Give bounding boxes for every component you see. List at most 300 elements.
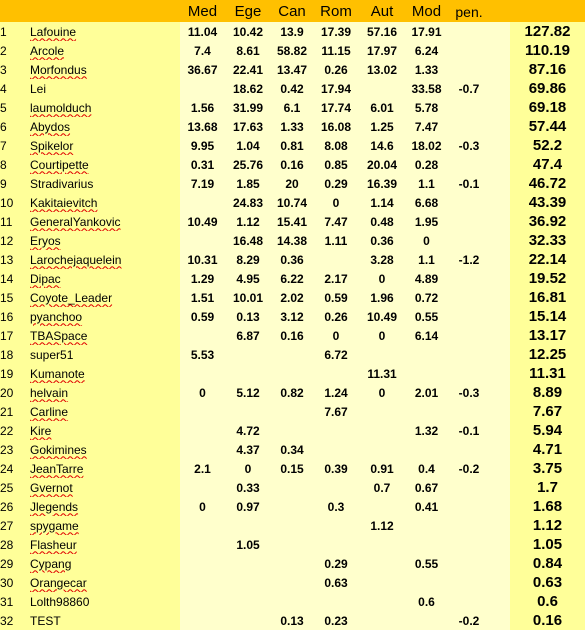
total-score-cell: 127.82 <box>510 22 585 41</box>
rank-cell: 17 <box>0 326 30 345</box>
aut-score-cell: 13.02 <box>359 60 405 79</box>
player-name: Flasheur <box>30 537 77 552</box>
rank-cell: 10 <box>0 193 30 212</box>
table-row <box>0 383 585 402</box>
med-score-cell: 2.1 <box>180 459 225 478</box>
header-blank-rank <box>0 0 30 22</box>
player-name: Carline <box>30 404 69 419</box>
table-row <box>0 269 585 288</box>
mod-score-cell: 1.32 <box>405 421 448 440</box>
rom-score-cell <box>313 592 359 611</box>
aut-score-cell: 17.97 <box>359 41 405 60</box>
table-row <box>0 231 585 250</box>
total-score-cell: 0.6 <box>510 592 585 611</box>
player-name: Coyote_Leader <box>30 290 113 305</box>
player-name-cell <box>30 250 180 269</box>
table-row <box>0 79 585 98</box>
rank-cell: 13 <box>0 250 30 269</box>
rom-score-cell: 0.39 <box>313 459 359 478</box>
rank-cell: 21 <box>0 402 30 421</box>
rank-cell: 12 <box>0 231 30 250</box>
rom-score-cell: 16.08 <box>313 117 359 136</box>
player-name: Kumanote <box>30 366 85 381</box>
penalty-cell <box>448 497 490 516</box>
spacer-cell <box>490 307 510 326</box>
player-name-cell <box>30 421 180 440</box>
player-name: spygame <box>30 518 79 533</box>
total-score-cell: 110.19 <box>510 41 585 60</box>
table-row <box>0 497 585 516</box>
rom-score-cell: 0.29 <box>313 554 359 573</box>
can-score-cell <box>271 345 313 364</box>
ege-score-cell: 4.95 <box>225 269 271 288</box>
aut-score-cell: 1.25 <box>359 117 405 136</box>
player-name-cell <box>30 402 180 421</box>
spacer-cell <box>490 478 510 497</box>
total-score-cell: 69.18 <box>510 98 585 117</box>
aut-score-cell <box>359 497 405 516</box>
med-score-cell: 10.31 <box>180 250 225 269</box>
spacer-cell <box>490 326 510 345</box>
table-row <box>0 212 585 231</box>
med-score-cell <box>180 326 225 345</box>
aut-score-cell <box>359 345 405 364</box>
player-name-cell <box>30 535 180 554</box>
rank-cell: 8 <box>0 155 30 174</box>
spacer-cell <box>490 98 510 117</box>
med-score-cell <box>180 554 225 573</box>
player-name: helvain <box>30 385 69 400</box>
med-score-cell: 0.31 <box>180 155 225 174</box>
can-score-cell <box>271 535 313 554</box>
penalty-cell <box>448 60 490 79</box>
total-score-cell: 0.84 <box>510 554 585 573</box>
rank-cell: 30 <box>0 573 30 592</box>
rank-cell: 28 <box>0 535 30 554</box>
rank-cell: 23 <box>0 440 30 459</box>
mod-score-cell: 0.72 <box>405 288 448 307</box>
total-score-cell: 19.52 <box>510 269 585 288</box>
table-row <box>0 554 585 573</box>
mod-score-cell: 17.91 <box>405 22 448 41</box>
aut-score-cell <box>359 535 405 554</box>
aut-score-cell: 20.04 <box>359 155 405 174</box>
mod-score-cell: 0.41 <box>405 497 448 516</box>
rom-score-cell <box>313 421 359 440</box>
aut-score-cell: 16.39 <box>359 174 405 193</box>
table-row <box>0 402 585 421</box>
table-row <box>0 611 585 630</box>
med-score-cell: 0 <box>180 383 225 402</box>
spacer-cell <box>490 250 510 269</box>
penalty-cell <box>448 440 490 459</box>
med-score-cell <box>180 79 225 98</box>
penalty-cell <box>448 573 490 592</box>
table-row <box>0 326 585 345</box>
rank-cell: 19 <box>0 364 30 383</box>
mod-score-cell: 0.28 <box>405 155 448 174</box>
rank-cell: 14 <box>0 269 30 288</box>
rank-cell: 7 <box>0 136 30 155</box>
can-score-cell: 13.9 <box>271 22 313 41</box>
header-blank-total <box>510 0 585 22</box>
med-score-cell <box>180 478 225 497</box>
total-score-cell: 1.05 <box>510 535 585 554</box>
mod-score-cell: 1.1 <box>405 250 448 269</box>
ege-score-cell <box>225 364 271 383</box>
rom-score-cell: 0.85 <box>313 155 359 174</box>
player-name: Courtipette <box>30 157 89 172</box>
can-score-cell: 6.1 <box>271 98 313 117</box>
penalty-cell <box>448 117 490 136</box>
total-score-cell: 52.2 <box>510 136 585 155</box>
ege-score-cell <box>225 402 271 421</box>
can-score-cell <box>271 592 313 611</box>
rank-cell: 25 <box>0 478 30 497</box>
total-score-cell: 1.12 <box>510 516 585 535</box>
header-aut: Aut <box>370 3 394 20</box>
aut-score-cell <box>359 573 405 592</box>
mod-score-cell: 0.67 <box>405 478 448 497</box>
table-row <box>0 516 585 535</box>
table-row <box>0 193 585 212</box>
player-name-cell <box>30 364 180 383</box>
can-score-cell: 2.02 <box>271 288 313 307</box>
med-score-cell: 0.59 <box>180 307 225 326</box>
rank-cell: 2 <box>0 41 30 60</box>
player-name: Cypang <box>30 556 72 571</box>
med-score-cell <box>180 421 225 440</box>
rom-score-cell: 0.59 <box>313 288 359 307</box>
can-score-cell: 0.34 <box>271 440 313 459</box>
player-name-cell <box>30 60 180 79</box>
med-score-cell: 11.04 <box>180 22 225 41</box>
total-score-cell: 5.94 <box>510 421 585 440</box>
spacer-cell <box>490 117 510 136</box>
table-row <box>0 98 585 117</box>
player-name-cell <box>30 573 180 592</box>
can-score-cell: 13.47 <box>271 60 313 79</box>
total-score-cell: 13.17 <box>510 326 585 345</box>
total-score-cell: 1.7 <box>510 478 585 497</box>
rom-score-cell: 0.26 <box>313 60 359 79</box>
total-score-cell: 87.16 <box>510 60 585 79</box>
aut-score-cell: 14.6 <box>359 136 405 155</box>
rank-cell: 4 <box>0 79 30 98</box>
aut-score-cell: 10.49 <box>359 307 405 326</box>
ege-score-cell <box>225 592 271 611</box>
player-name: TEST <box>30 613 61 628</box>
rom-score-cell: 0 <box>313 326 359 345</box>
penalty-cell <box>448 22 490 41</box>
total-score-cell: 57.44 <box>510 117 585 136</box>
spacer-cell <box>490 345 510 364</box>
player-name-cell <box>30 212 180 231</box>
table-row <box>0 155 585 174</box>
med-score-cell <box>180 364 225 383</box>
mod-score-cell: 0.55 <box>405 554 448 573</box>
table-row <box>0 364 585 383</box>
total-score-cell: 22.14 <box>510 250 585 269</box>
spacer-cell <box>490 554 510 573</box>
spacer-cell <box>490 459 510 478</box>
mod-score-cell <box>405 573 448 592</box>
rom-score-cell: 17.74 <box>313 98 359 117</box>
mod-score-cell: 1.1 <box>405 174 448 193</box>
can-score-cell: 0.36 <box>271 250 313 269</box>
player-name-cell <box>30 554 180 573</box>
mod-score-cell <box>405 611 448 630</box>
table-row <box>0 136 585 155</box>
ege-score-cell: 6.87 <box>225 326 271 345</box>
total-score-cell: 69.86 <box>510 79 585 98</box>
med-score-cell: 5.53 <box>180 345 225 364</box>
player-name: Orangecar <box>30 575 87 590</box>
penalty-cell <box>448 307 490 326</box>
table-row <box>0 535 585 554</box>
player-name-cell <box>30 307 180 326</box>
ege-score-cell: 18.62 <box>225 79 271 98</box>
player-name: Dipac <box>30 271 61 286</box>
player-name-cell <box>30 193 180 212</box>
aut-score-cell: 0 <box>359 326 405 345</box>
mod-score-cell: 7.47 <box>405 117 448 136</box>
header-ege: Ege <box>234 3 262 20</box>
can-score-cell <box>271 516 313 535</box>
can-score-cell: 10.74 <box>271 193 313 212</box>
mod-score-cell: 1.33 <box>405 60 448 79</box>
spacer-cell <box>490 212 510 231</box>
table-row <box>0 421 585 440</box>
spacer-cell <box>490 611 510 630</box>
rom-score-cell: 0.63 <box>313 573 359 592</box>
player-name-cell <box>30 41 180 60</box>
ege-score-cell: 25.76 <box>225 155 271 174</box>
mod-score-cell: 0.4 <box>405 459 448 478</box>
table-row <box>0 345 585 364</box>
rank-cell: 11 <box>0 212 30 231</box>
aut-score-cell <box>359 79 405 98</box>
can-score-cell: 14.38 <box>271 231 313 250</box>
penalty-cell <box>448 98 490 117</box>
penalty-cell: -0.1 <box>448 174 490 193</box>
penalty-cell <box>448 269 490 288</box>
total-score-cell: 4.71 <box>510 440 585 459</box>
table-row <box>0 459 585 478</box>
penalty-cell <box>448 516 490 535</box>
mod-score-cell <box>405 535 448 554</box>
rank-cell: 29 <box>0 554 30 573</box>
med-score-cell <box>180 440 225 459</box>
player-name-cell <box>30 269 180 288</box>
player-name-cell <box>30 459 180 478</box>
player-name-cell <box>30 231 180 250</box>
rank-cell: 24 <box>0 459 30 478</box>
rank-cell: 18 <box>0 345 30 364</box>
med-score-cell <box>180 231 225 250</box>
total-score-cell: 0.16 <box>510 611 585 630</box>
rom-score-cell: 8.08 <box>313 136 359 155</box>
mod-score-cell: 6.14 <box>405 326 448 345</box>
player-name: Abydos <box>30 119 71 134</box>
med-score-cell: 10.49 <box>180 212 225 231</box>
rank-cell: 5 <box>0 98 30 117</box>
ege-score-cell: 17.63 <box>225 117 271 136</box>
med-score-cell: 9.95 <box>180 136 225 155</box>
penalty-cell: -0.3 <box>448 383 490 402</box>
can-score-cell: 15.41 <box>271 212 313 231</box>
can-score-cell <box>271 478 313 497</box>
med-score-cell: 0 <box>180 497 225 516</box>
rom-score-cell <box>313 535 359 554</box>
ege-score-cell: 24.83 <box>225 193 271 212</box>
header-blank-name <box>30 0 180 22</box>
rank-cell: 32 <box>0 611 30 630</box>
total-score-cell: 1.68 <box>510 497 585 516</box>
mod-score-cell: 6.68 <box>405 193 448 212</box>
spacer-cell <box>490 383 510 402</box>
can-score-cell <box>271 573 313 592</box>
spacer-cell <box>490 155 510 174</box>
rom-score-cell: 0 <box>313 193 359 212</box>
ege-score-cell: 0.97 <box>225 497 271 516</box>
ege-score-cell: 1.85 <box>225 174 271 193</box>
penalty-cell: -0.2 <box>448 611 490 630</box>
rank-cell: 31 <box>0 592 30 611</box>
player-name: pyanchoo <box>30 309 83 324</box>
penalty-cell <box>448 554 490 573</box>
player-name: Stradivarius <box>30 176 94 191</box>
spacer-cell <box>490 573 510 592</box>
aut-score-cell: 0.7 <box>359 478 405 497</box>
mod-score-cell: 1.95 <box>405 212 448 231</box>
mod-score-cell: 33.58 <box>405 79 448 98</box>
aut-score-cell: 0.36 <box>359 231 405 250</box>
rank-cell: 16 <box>0 307 30 326</box>
player-name-cell <box>30 79 180 98</box>
rank-cell: 1 <box>0 22 30 41</box>
player-name: Lafouine <box>30 24 77 39</box>
penalty-cell <box>448 193 490 212</box>
aut-score-cell <box>359 554 405 573</box>
mod-score-cell <box>405 516 448 535</box>
spacer-cell <box>490 288 510 307</box>
penalty-cell <box>448 535 490 554</box>
med-score-cell <box>180 611 225 630</box>
spacer-cell <box>490 269 510 288</box>
penalty-cell <box>448 592 490 611</box>
can-score-cell: 0.16 <box>271 326 313 345</box>
aut-score-cell: 1.96 <box>359 288 405 307</box>
rom-score-cell: 7.67 <box>313 402 359 421</box>
header-blank-gap <box>490 0 510 22</box>
rom-score-cell <box>313 250 359 269</box>
rom-score-cell: 17.94 <box>313 79 359 98</box>
spacer-cell <box>490 516 510 535</box>
spacer-cell <box>490 402 510 421</box>
ege-score-cell: 4.37 <box>225 440 271 459</box>
rom-score-cell: 0.23 <box>313 611 359 630</box>
ege-score-cell <box>225 573 271 592</box>
player-name: Larochejaquelein <box>30 252 122 267</box>
player-name: Arcole <box>30 43 65 58</box>
ege-score-cell: 5.12 <box>225 383 271 402</box>
rom-score-cell: 2.17 <box>313 269 359 288</box>
ege-score-cell: 1.05 <box>225 535 271 554</box>
ege-score-cell: 0.33 <box>225 478 271 497</box>
total-score-cell: 15.14 <box>510 307 585 326</box>
mod-score-cell <box>405 440 448 459</box>
spacer-cell <box>490 193 510 212</box>
ege-score-cell: 22.41 <box>225 60 271 79</box>
can-score-cell: 0.82 <box>271 383 313 402</box>
total-score-cell: 43.39 <box>510 193 585 212</box>
aut-score-cell: 1.14 <box>359 193 405 212</box>
med-score-cell: 1.56 <box>180 98 225 117</box>
aut-score-cell: 1.12 <box>359 516 405 535</box>
table-row <box>0 592 585 611</box>
rom-score-cell: 17.39 <box>313 22 359 41</box>
med-score-cell: 1.51 <box>180 288 225 307</box>
player-name-cell <box>30 288 180 307</box>
aut-score-cell: 6.01 <box>359 98 405 117</box>
aut-score-cell: 0.91 <box>359 459 405 478</box>
spacer-cell <box>490 497 510 516</box>
player-name: super51 <box>30 347 74 362</box>
med-score-cell: 1.29 <box>180 269 225 288</box>
penalty-cell <box>448 345 490 364</box>
rom-score-cell: 6.72 <box>313 345 359 364</box>
med-score-cell: 13.68 <box>180 117 225 136</box>
table-row <box>0 573 585 592</box>
rank-cell: 15 <box>0 288 30 307</box>
penalty-cell <box>448 41 490 60</box>
mod-score-cell: 2.01 <box>405 383 448 402</box>
aut-score-cell: 0 <box>359 383 405 402</box>
table-row <box>0 307 585 326</box>
mod-score-cell: 0.55 <box>405 307 448 326</box>
aut-score-cell <box>359 440 405 459</box>
rank-cell: 27 <box>0 516 30 535</box>
total-score-cell: 11.31 <box>510 364 585 383</box>
total-score-cell: 7.67 <box>510 402 585 421</box>
ege-score-cell: 1.04 <box>225 136 271 155</box>
ege-score-cell: 10.01 <box>225 288 271 307</box>
ege-score-cell <box>225 516 271 535</box>
player-name: Spikelor <box>30 138 74 153</box>
can-score-cell <box>271 402 313 421</box>
player-name: GeneralYankovic <box>30 214 121 229</box>
total-score-cell: 46.72 <box>510 174 585 193</box>
spacer-cell <box>490 136 510 155</box>
player-name-cell <box>30 478 180 497</box>
can-score-cell: 0.15 <box>271 459 313 478</box>
aut-score-cell: 57.16 <box>359 22 405 41</box>
rank-cell: 20 <box>0 383 30 402</box>
mod-score-cell: 0 <box>405 231 448 250</box>
penalty-cell <box>448 212 490 231</box>
player-name-cell <box>30 117 180 136</box>
total-score-cell: 32.33 <box>510 231 585 250</box>
can-score-cell: 58.82 <box>271 41 313 60</box>
ege-score-cell: 10.42 <box>225 22 271 41</box>
penalty-cell <box>448 231 490 250</box>
table-body <box>0 22 585 630</box>
table-row <box>0 478 585 497</box>
spacer-cell <box>490 592 510 611</box>
header-med: Med <box>187 3 218 20</box>
table-row <box>0 250 585 269</box>
